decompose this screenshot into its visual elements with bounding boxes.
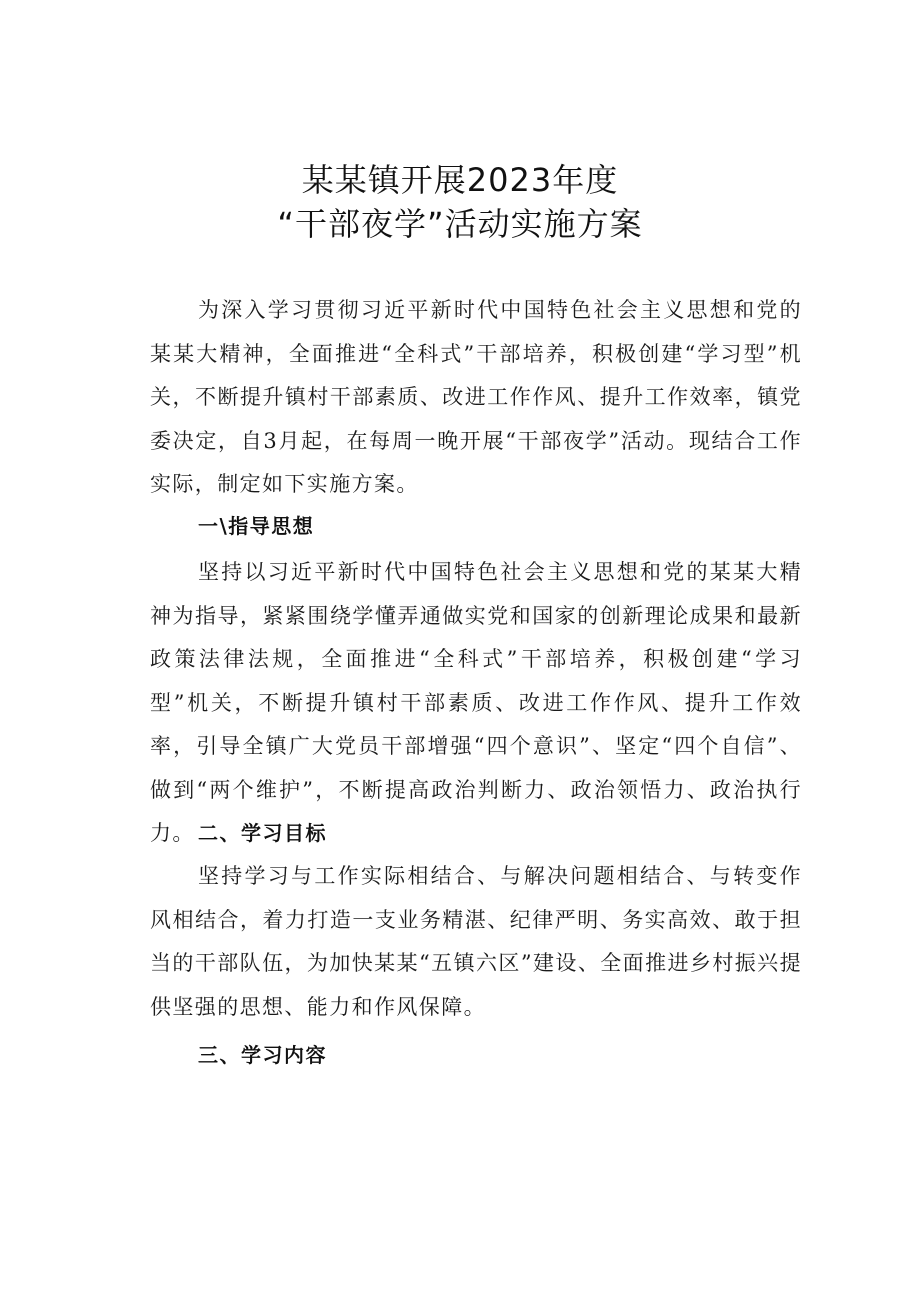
document-title-line-1: 某某镇开展2023年度 [301,161,619,199]
document-title-line-2: “干部夜学”活动实施方案 [277,205,643,243]
intro-paragraph: 为深入学习贯彻习近平新时代中国特色社会主义思想和党的某某大精神，全面推进“全科式”干部培养，积极创建“学习型”机关，不断提升镇村干部素质、改进工作作风、提升工作效率，镇党委决定，自3月起，在每周一晚开展“干部夜学”活动。现结合工作实际，制定如下实施方案。 [150,298,802,496]
section-heading-learning-content: 三、学习内容 [198,1043,327,1067]
section-body-guiding-ideology: 坚持以习近平新时代中国特色社会主义思想和党的某某大精神为指导，紧紧围绕学懂弄通做实党和国家的创新理论成果和最新政策法律法规，全面推进“全科式”干部培养，积极创建“学习型”机关，不断提升镇村干部素质、改进工作作风、提升工作效率，引导全镇广大党员干部增强“四个意识”、坚定“四个自信”、做到“两个维护”，不断提高政治判断力、政治领悟力、政治执行力。 [150,560,802,845]
section-heading-guiding-ideology: 一\指导思想 [198,514,315,538]
section-body-learning-goals: 坚持学习与工作实际相结合、与解决问题相结合、与转变作风相结合，着力打造一支业务精湛、纪律严明、务实高效、敢于担当的干部队伍，为加快某某“五镇六区”建设、全面推进乡村振兴提供坚强的思想、能力和作风保障。 [150,864,802,1019]
section-heading-learning-goals: 二、学习目标 [198,821,327,845]
